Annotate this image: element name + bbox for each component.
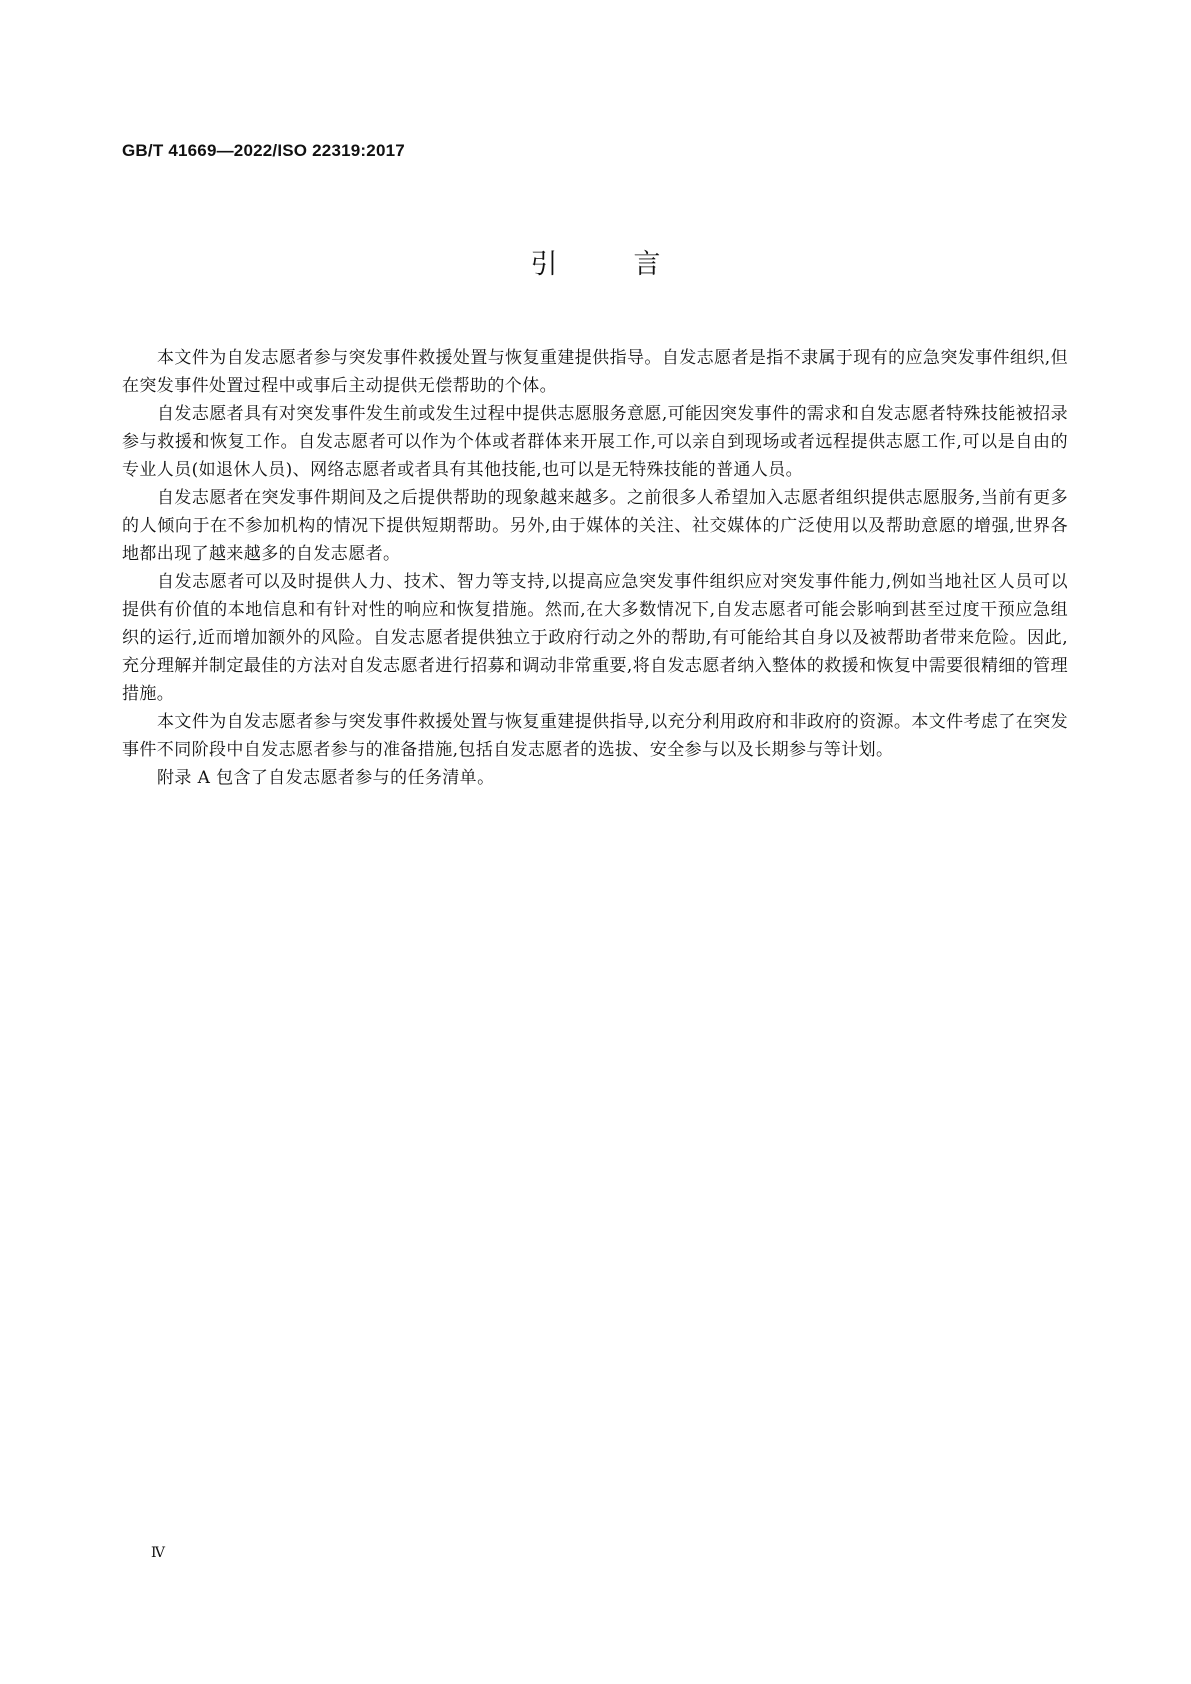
paragraph: 本文件为自发志愿者参与突发事件救援处置与恢复重建提供指导,以充分利用政府和非政府的资源。本文件考虑了在突发事件不同阶段中自发志愿者参与的准备措施,包括自发志愿者的选拔、安全参与以及长期参与等计划。 xyxy=(122,712,1068,760)
title-char-2: 言 xyxy=(633,249,661,280)
standard-code-header: GB/T 41669—2022/ISO 22319:2017 xyxy=(122,141,405,160)
title-char-1: 引 xyxy=(530,249,558,280)
paragraph: 自发志愿者可以及时提供人力、技术、智力等支持,以提高应急突发事件组织应对突发事件能力,例如当地社区人员可以提供有价值的本地信息和有针对性的响应和恢复措施。然而,在大多数情况下,自发志愿者可能会影响到甚至过度干预应急组织的运行,近而增加额外的风险。自发志愿者提供独立于政府行动之外的帮助,有可能给其自身以及被帮助者带来危险。因此,充分理解并制定最佳的方法对自发志愿者进行招募和调动非常重要,将自发志愿者纳入整体的救援和恢复中需要很精细的管理措施。 xyxy=(122,572,1068,704)
section-title xyxy=(0,248,1191,282)
paragraph: 本文件为自发志愿者参与突发事件救援处置与恢复重建提供指导。自发志愿者是指不隶属于现有的应急突发事件组织,但在突发事件处置过程中或事后主动提供无偿帮助的个体。 xyxy=(122,348,1068,396)
page-number: Ⅳ xyxy=(151,1545,165,1561)
paragraph: 自发志愿者具有对突发事件发生前或发生过程中提供志愿服务意愿,可能因突发事件的需求和自发志愿者特殊技能被招录参与救援和恢复工作。自发志愿者可以作为个体或者群体来开展工作,可以亲自到现场或者远程提供志愿工作,可以是自由的专业人员(如退休人员)、网络志愿者或者具有其他技能,也可以是无特殊技能的普通人员。 xyxy=(122,404,1068,480)
paragraph: 自发志愿者在突发事件期间及之后提供帮助的现象越来越多。之前很多人希望加入志愿者组织提供志愿服务,当前有更多的人倾向于在不参加机构的情况下提供短期帮助。另外,由于媒体的关注、社交媒体的广泛使用以及帮助意愿的增强,世界各地都出现了越来越多的自发志愿者。 xyxy=(122,488,1068,564)
paragraph: 附录 A 包含了自发志愿者参与的任务清单。 xyxy=(157,768,495,788)
introduction-body xyxy=(122,344,1068,792)
